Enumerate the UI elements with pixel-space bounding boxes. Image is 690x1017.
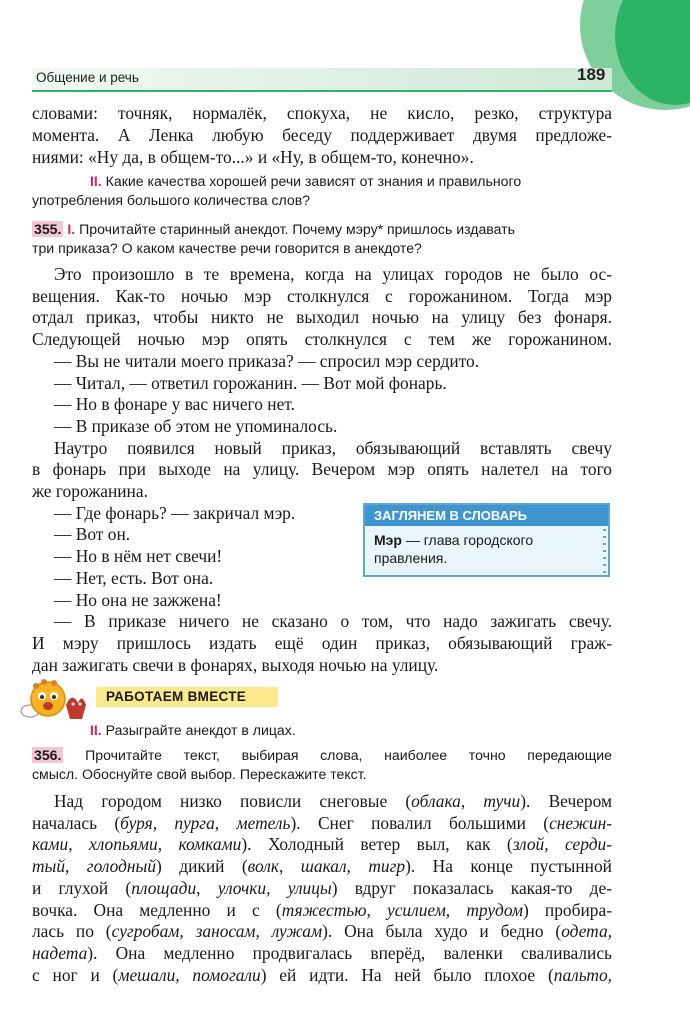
anecdote-line: отдал приказ, чтобы никто не выходил ночью на улицу без фонаря. — [32, 307, 612, 328]
body-line: ниями: «Ну да, в общем-то...» и «Ну, в общем-то, конечно». — [32, 147, 474, 167]
running-header-title: Общение и речь — [36, 70, 139, 85]
word-choice-options: буря, пурга, метель — [120, 812, 291, 833]
text-segment: началась ( — [32, 812, 121, 833]
work-together-label: РАБОТАЕМ ВМЕСТЕ — [106, 689, 247, 704]
exercise-356-line — [32, 856, 612, 878]
anecdote-line: — Вот он. — [54, 524, 131, 545]
text-segment: ). Она была худо и бедно ( — [322, 921, 562, 942]
word-choice-options: тый, голодный — [32, 856, 157, 877]
work-together-task — [90, 721, 296, 741]
dotted-border — [603, 529, 606, 573]
anecdote-line: — Где фонарь? — закричал мэр. — [54, 502, 296, 523]
task-text: смысл. Обоснуйте свой выбор. Перескажите текст. — [32, 766, 367, 782]
exercise-356-task — [32, 746, 612, 766]
dictionary-definition — [374, 531, 600, 567]
task-roman: II. — [90, 722, 102, 738]
word-choice-options: надета — [32, 942, 88, 963]
text-segment: ) дикий ( — [156, 856, 248, 877]
task-text: Какие качества хорошей речи зависят от знания и правильного — [105, 173, 522, 189]
anecdote-line: — Но она не зажжена! — [54, 589, 222, 610]
text-segment: ) вдруг показалась какая-то де- — [331, 877, 613, 898]
word-choice-options: снежин- — [549, 812, 612, 833]
word-choice-options: облака, тучи — [411, 791, 521, 811]
word-choice-options: злой, серди- — [512, 834, 613, 855]
task-roman: II. — [90, 173, 102, 189]
text-segment: вочка. Она медленно и с ( — [32, 899, 282, 920]
word-choice-options: одета, — [561, 921, 612, 942]
exercise-356-line — [32, 813, 612, 835]
task-text: Разыграйте анекдот в лицах. — [105, 722, 296, 738]
text-segment: с ног и ( — [32, 964, 119, 985]
exercise-356-line — [32, 965, 612, 987]
word-choice-options: площади, улочки, улицы — [131, 877, 332, 898]
task-roman: I. — [67, 221, 76, 237]
word-choice-options: ками, хлопьями, комками — [32, 834, 242, 855]
anecdote-line: — Но в фонаре у вас ничего нет. — [54, 394, 295, 415]
body-line: словами: точняк, нормалёк, спокуха, не кисло, резко, структура — [32, 103, 612, 123]
anecdote-line: — Нет, есть. Вот она. — [54, 567, 214, 588]
anecdote-line: — Читал, — ответил горожанин. — Вот мой фонарь. — [54, 372, 447, 393]
word-choice-options: пальто, — [553, 964, 613, 985]
task-text: Прочитайте текст, выбирая слова, наиболее точно передающие — [85, 747, 612, 763]
dictionary-title: ЗАГЛЯНЕМ В СЛОВАРЬ — [365, 505, 608, 526]
anecdote-line: дан зажигать свечи в фонарях, выходя ночью на улицу. — [32, 654, 439, 675]
exercise-356-line — [32, 943, 612, 965]
anecdote-line: И мэру пришлось издать ещё один приказ, обязывающий граж- — [32, 632, 612, 653]
text-segment: ). Снег повалил большими ( — [290, 812, 550, 833]
dictionary-definition-line1: — глава городского — [401, 532, 534, 548]
text-segment: ). На конце пустынной — [405, 856, 612, 877]
anecdote-line: — В приказе об этом не упоминалось. — [54, 415, 338, 436]
exercise-356-line — [32, 921, 612, 943]
anecdote-line: Это произошло в те времена, когда на улицах городов не было ос- — [54, 264, 612, 284]
anecdote-line: в фонарь при выходе на улицу. Вечером мэр опять налетел на того — [32, 459, 612, 480]
exercise-number: 355. — [34, 221, 62, 237]
header-rule — [32, 90, 612, 92]
word-choice-options: тяжестью, усилием, трудом — [281, 899, 523, 920]
anecdote-line: — Вы не читали моего приказа? — спросил мэр сердито. — [54, 350, 480, 371]
anecdote-line: Наутро появился новый приказ, обязывающий вставлять свечу — [54, 437, 612, 458]
text-segment: ) ей идти. На ней было плохое ( — [260, 964, 554, 985]
anecdote-line: же горожанина. — [32, 481, 148, 501]
mascot-icon — [18, 675, 88, 725]
text-segment: ). Холодный ветер выл, как ( — [241, 834, 513, 855]
word-choice-options: мешали, помогали — [118, 964, 261, 985]
exercise-355-task — [32, 220, 515, 240]
text-segment: и глухой ( — [32, 877, 132, 898]
dictionary-box — [363, 503, 610, 577]
text-segment: лась по ( — [32, 921, 112, 942]
corner-decoration — [560, 0, 690, 115]
exercise-356-line — [32, 834, 612, 856]
page-number: 189 — [577, 65, 606, 84]
exercise-356-line — [32, 900, 612, 922]
text-segment: ) пробира- — [522, 899, 612, 920]
exercise-number: 356. — [34, 747, 62, 763]
word-choice-options: волк, шакал, тигр — [247, 856, 406, 877]
body-line: момента. А Ленка любую беседу поддерживает двумя предложе- — [32, 125, 612, 145]
task-ii — [90, 172, 521, 192]
exercise-356-line — [32, 878, 612, 900]
dictionary-definition-line2: правления. — [374, 550, 448, 566]
word-choice-options: сугробам, заносам, лужам — [111, 921, 323, 942]
task-text: Прочитайте старинный анекдот. Почему мэру* пришлось издавать — [79, 221, 515, 237]
anecdote-line: Следующей ночью мэр опять столкнулся с тем же горожанином. — [32, 329, 612, 350]
dictionary-term: Мэр — [374, 532, 402, 548]
text-segment: ). Вечером — [520, 791, 612, 811]
task-text: три приказа? О каком качестве речи говорится в анекдоте? — [32, 240, 422, 256]
text-segment: Над городом низко повисли снеговые ( — [54, 791, 412, 811]
anecdote-line: — В приказе ничего не сказано о том, что надо зажигать свечу. — [54, 611, 612, 632]
task-text: употребления большого количества слов? — [32, 192, 311, 208]
anecdote-line: — Но в нём нет свечи! — [54, 546, 223, 567]
text-segment: ). Она медленно продвигалась вперёд, валенки сваливались — [87, 942, 612, 963]
anecdote-line: вещения. Как-то ночью мэр столкнулся с горожанином. Тогда мэр — [32, 285, 612, 306]
exercise-356-line — [54, 791, 612, 813]
